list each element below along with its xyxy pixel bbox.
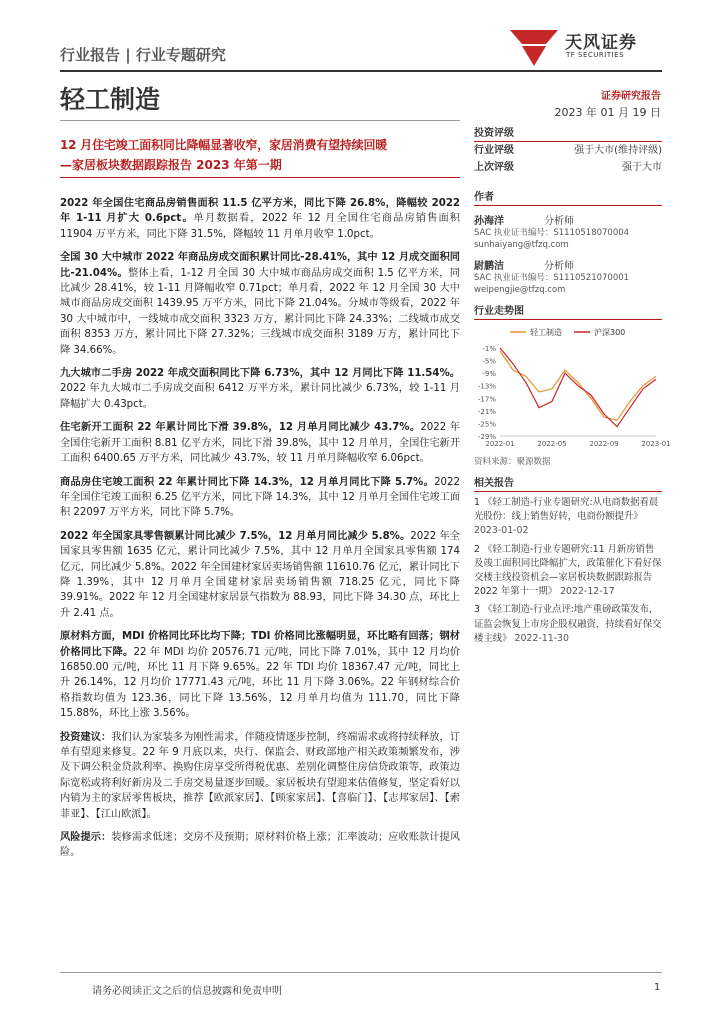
company-name-en: TF SECURITIES xyxy=(566,51,625,59)
author-role: 分析师 xyxy=(544,261,574,272)
related-report-date: 2023-01-02 xyxy=(474,525,529,537)
authors-heading: 作者 xyxy=(474,188,662,206)
paragraph-text: 2022 年全国家具零售额 1635 亿元，累计同比减少 7.5%，其中 12 月单月全国家具零售额 174 亿元，同比减少 5.8%。2022 年全国建材家居卖场销售额 11610.76 亿元，累计同比下降 1.39%，其中 12 月单月全国建材家居卖场销售额 718.25 亿元，同比下降 39.91%。2022 年 12 月全国建材家居景气指数为 88.93，同比下降 34.30 点，环比上升 2.41 点。 xyxy=(60,530,460,619)
y-tick-label: -17% xyxy=(477,395,496,404)
paragraph-text: 2022 年全国住宅竣工面积 6.25 亿平方米，同比下降 14.3%，其中 12 月单月全国住宅竣工面积 22097 万平方米，同比下降 5.7%。 xyxy=(60,476,461,519)
paragraph xyxy=(60,475,460,521)
paragraph-lead: 九大城市二手房 2022 年成交面积同比下降 6.73%，其中 12 月同比下降 11.54%。 xyxy=(60,368,460,380)
author-name: 孙海洋 xyxy=(474,216,504,227)
paragraph-lead: 住宅新开工面积 22 年累计同比下滑 39.8%，12 月单月同比减少 43.7%。 xyxy=(60,422,421,434)
paragraph xyxy=(60,250,460,358)
paragraph-lead: 商品房住宅竣工面积 22 年累计同比下降 14.3%，12 月单月同比下降 5.7%。 xyxy=(60,476,435,488)
x-tick-label: 2023-01 xyxy=(641,440,671,448)
rating-row xyxy=(474,159,662,176)
company-name: 天风证券 xyxy=(565,33,637,53)
related-report-title[interactable]: 3 《轻工制造-行业点评:地产重磅政策发布，证监会恢复上市房企股权融资，持续看好保交楼主线》 xyxy=(474,604,662,644)
rating-value: 强于大市(维持评级) xyxy=(574,145,662,156)
related-report-title[interactable]: 2 《轻工制造-行业专题研究:11 月新房销售及竣工面积同比降幅扩大，政策催化下看好保交楼主线投资机会—家居板块数据跟踪报告 2022 年第十一期》 xyxy=(474,543,662,598)
footer-divider xyxy=(60,972,662,973)
paragraph-text: 2022 年九大城市二手房成交面积 6412 万平方米，累计同比减少 6.73%，较 1-11 月降幅扩大 0.43pct。 xyxy=(60,383,460,410)
sector-title: 轻工制造 xyxy=(60,85,161,114)
report-title: 12 月住宅竣工面积同比降幅显著收窄，家居消费有望持续回暖 xyxy=(60,138,388,152)
author-email[interactable]: sunhaiyang@tfzq.com xyxy=(474,240,569,250)
paragraph xyxy=(60,366,460,412)
author-name: 尉鹏洁 xyxy=(474,261,504,272)
main-body xyxy=(60,196,460,869)
paragraph-text: 单月数据看，2022 年 12 月全国住宅商品房销售面积 11904 万平方米，同比下降 31.5%，降幅较 11 月单月收窄 1.0pct。 xyxy=(60,213,460,240)
paragraph-lead: 2022 年全国家具零售额累计同比减少 7.5%，12 月单月同比减少 5.8%。 xyxy=(60,530,411,542)
trend-heading: 行业走势图 xyxy=(474,302,662,320)
trend-section xyxy=(474,302,671,468)
rating-value: 强于大市 xyxy=(622,162,662,173)
paragraph xyxy=(60,629,460,721)
disclaimer[interactable]: 请务必阅读正文之后的信息披露和免责申明 xyxy=(92,986,282,997)
paragraph-lead: 风险提示： xyxy=(60,832,112,844)
rating-row xyxy=(474,142,662,159)
rating-label: 上次评级 xyxy=(474,162,514,173)
authors-section xyxy=(474,188,662,296)
related-report-item[interactable] xyxy=(474,496,662,539)
paragraph xyxy=(60,529,460,621)
chart-source: 资料来源：聚源数据 xyxy=(474,457,551,467)
paragraph-text: 22 年 MDI 均价 20576.71 元/吨，同比下降 7.01%，其中 12 月均价 16850.00 元/吨，环比 11 月下降 9.65%。22 年 TDI 均价 18367.47 元/吨，同比上升 26.14%，12 月均价 17771.43 元/吨，环比 11 月下降 3.06%。22 年钢材综合价格指数均值为 123.36，同比下降 13.56%，12 月单月均值为 111.70，同比下降 15.88%，环比上涨 3.56%。 xyxy=(60,646,461,720)
paragraph-lead: 全国 30 大中城市 2022 年商品房成交面积累计同比-28.41%，其中 12 月成交面积同比-21.04%。 xyxy=(60,252,460,279)
author-role: 分析师 xyxy=(544,216,574,227)
title-divider xyxy=(60,177,460,178)
paragraph xyxy=(60,420,460,466)
header-divider xyxy=(60,70,662,72)
author-email[interactable]: weipengjie@tfzq.com xyxy=(474,285,566,295)
paragraph-lead: 原材料方面，MDI 价格同比环比均下降；TDI 价格同比涨幅明显，环比略有回落；钢材价格同比下降。 xyxy=(60,631,460,658)
legend-label: 沪深300 xyxy=(594,328,626,337)
related-section xyxy=(474,474,662,650)
paragraph-text: 2022 年全国住宅新开工面积 8.81 亿平方米，同比下滑 39.8%，其中 12 月单月，全国住宅新开工面积 6400.65 万平方米，同比减少 43.7%，较 11 月单月降幅收窄 6.06pct。 xyxy=(60,422,461,465)
paragraph-lead: 投资建议： xyxy=(60,731,112,743)
y-tick-label: -9% xyxy=(482,370,496,379)
author-block xyxy=(474,257,662,296)
y-tick-label: -1% xyxy=(482,345,496,353)
series-line xyxy=(500,348,656,427)
paragraph-text: 装修需求低迷；交房不及预期；原材料价格上涨；汇率波动；应收账款计提风险。 xyxy=(60,832,461,859)
related-report-item[interactable] xyxy=(474,543,662,600)
report-date: 2023 年 01 月 19 日 xyxy=(554,106,661,119)
y-tick-label: -13% xyxy=(477,382,496,391)
report-type: 证券研究报告 xyxy=(601,91,661,102)
paragraph xyxy=(60,196,460,242)
paragraph-text: 整体上看，1-12 月全国 30 大中城市商品房成交面积 1.5 亿平方米，同比减少 28.41%，较 1-11 月降幅收窄 0.71pct；单月看，2022 年 12 月全国 30 大中城市商品房成交面积 1439.95 万平方米，同比下降 21.04%。分城市等级看，2022 年 30 大中城市中，一线城市成交面积 3323 万方，累计同比下降 24.33%；二线城市成交面积 8353 万方，累计同比下降 27.32%；三线城市成交面积 3189 万方，累计同比下降 34.66%。 xyxy=(60,267,460,356)
sector-divider xyxy=(60,120,460,121)
x-tick-label: 2022-01 xyxy=(485,440,515,448)
rating-label: 行业评级 xyxy=(474,145,514,156)
related-heading: 相关报告 xyxy=(474,474,662,492)
related-report-date: 2022-11-30 xyxy=(514,632,569,644)
author-cert: SAC 执业证书编号：S1110521070001 xyxy=(474,273,630,283)
related-report-title[interactable]: 1 《轻工制造-行业专题研究:从电商数据看晨光股份：线上销售好转，电商份额提升》 xyxy=(474,497,659,523)
y-tick-label: -21% xyxy=(477,407,496,416)
legend-label: 轻工制造 xyxy=(530,328,562,337)
paragraph-text: 我们认为家装多为刚性需求，伴随疫情逐步控制，终端需求或将持续释放，订单有望迎来修复。22 年 9 月底以来，央行、保监会、财政部地产相关政策频繁发布，涉及下调公积金贷款利率、换购住房享受所得税优惠、差别化调整住房信贷政策等，政策边际宽松或将利好新房及二手房交易量逐步回暖。家居板块有望迎来估值修复，坚定看好以内销为主的家居零售板块，推荐【欧派家居】、【顾家家居】、【喜临门】、【志邦家居】、【索菲亚】、【江山欧派】。 xyxy=(60,731,461,820)
author-block xyxy=(474,212,662,251)
page-number: 1 xyxy=(654,982,661,993)
author-cert: SAC 执业证书编号：S1110518070004 xyxy=(474,228,630,238)
rating-section xyxy=(474,124,662,176)
paragraph xyxy=(60,830,460,861)
report-subtitle: —家居板块数据跟踪报告 2023 年第一期 xyxy=(60,158,282,172)
related-report-date: 2022-12-17 xyxy=(560,586,615,598)
related-report-item[interactable] xyxy=(474,603,662,646)
trend-chart xyxy=(474,324,671,452)
report-category: 行业报告 | 行业专题研究 xyxy=(60,46,226,64)
x-tick-label: 2022-09 xyxy=(589,440,619,448)
paragraph-lead: 2022 年全国住宅商品房销售面积 11.5 亿平方米，同比下降 26.8%，降幅较 2022 年 1-11 月扩大 0.6pct。 xyxy=(60,198,460,225)
y-tick-label: -29% xyxy=(477,433,496,441)
y-tick-label: -25% xyxy=(477,420,496,429)
rating-heading: 投资评级 xyxy=(474,124,662,142)
x-tick-label: 2022-05 xyxy=(537,440,567,448)
paragraph xyxy=(60,730,460,822)
y-tick-label: -5% xyxy=(482,357,496,366)
